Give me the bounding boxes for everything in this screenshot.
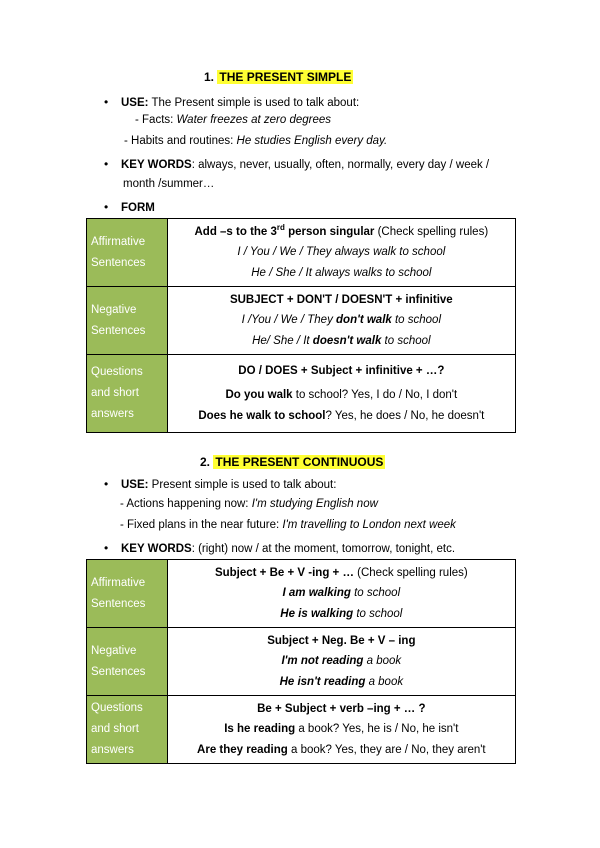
rule-line: DO / DOES + Subject + infinitive + …? (238, 364, 445, 377)
section2-use (104, 477, 336, 491)
row-label (87, 696, 168, 764)
section1-heading (204, 70, 353, 84)
example-part: to school? Yes, I do / No, I don't (292, 389, 458, 402)
example-line (168, 719, 515, 740)
example-line (168, 740, 515, 761)
section1-form (104, 200, 155, 214)
label-line: Negative (91, 644, 137, 657)
example-line (168, 651, 515, 672)
table-row (87, 287, 516, 355)
example-part: to school (391, 314, 442, 327)
label-line: Negative (91, 303, 137, 316)
use-label: USE: (120, 479, 149, 491)
table-row (87, 628, 516, 696)
row-label (87, 219, 168, 287)
example-verb: I'm not reading (281, 655, 364, 668)
row-content (167, 628, 515, 696)
table-row (87, 355, 516, 433)
table-row (87, 219, 516, 287)
bullet-icon: • (104, 541, 109, 555)
rule-bold: Subject + Be + V -ing + … (214, 566, 354, 579)
row-label (87, 355, 168, 433)
row-label (87, 628, 168, 696)
label-line: answers (91, 408, 134, 420)
example-verb: Does he walk to school (198, 409, 326, 422)
row-content (167, 355, 515, 433)
form-label: FORM (120, 202, 155, 214)
example-line: I / You / We / They always walk to school (237, 246, 446, 259)
section2-actions (120, 498, 378, 510)
rule-line: SUBJECT + DON'T / DOESN'T + infinitive (229, 293, 453, 306)
keywords-text: : (right) now / at the moment, tomorrow, tonight, etc. (191, 543, 456, 555)
rule-line: Subject + Neg. Be + V – ing (267, 634, 416, 647)
bullet-icon: • (104, 95, 109, 109)
example-line (168, 406, 515, 427)
row-content (167, 219, 515, 287)
example-part: to school (381, 334, 431, 347)
label-line: and short (91, 387, 139, 399)
section2-plans (120, 519, 456, 531)
present-simple-table (86, 218, 516, 433)
example-line (168, 385, 515, 406)
row-label (87, 287, 168, 355)
example-part: a book? Yes, he is / No, he isn't (295, 723, 459, 736)
label-line: Sentences (91, 256, 146, 269)
label-line: Sentences (91, 597, 146, 610)
rule-normal: (Check spelling rules) (374, 225, 489, 238)
label-line: Questions (91, 702, 143, 714)
section2-title: THE PRESENT CONTINUOUS (215, 455, 384, 469)
row-label (87, 560, 168, 628)
rule-line (168, 222, 515, 243)
actions-example: I'm studying English now (251, 498, 378, 510)
bullet-icon: • (104, 200, 109, 214)
label-line: answers (91, 744, 134, 756)
table-row (87, 560, 516, 628)
example-line (168, 310, 515, 331)
section1-facts (135, 114, 331, 126)
rule-line: Be + Subject + verb –ing + … ? (257, 702, 426, 715)
example-line (168, 672, 515, 693)
row-content (167, 560, 515, 628)
plans-example: I'm travelling to London next week (282, 519, 456, 531)
use-text: The Present simple is used to talk about: (148, 97, 360, 109)
section1-habits (124, 135, 387, 147)
example-line (168, 604, 515, 625)
example-part: I /You / We / They (241, 314, 337, 327)
section1-title: THE PRESENT SIMPLE (219, 70, 352, 84)
example-part: a book? Yes, they are / No, they aren't (287, 743, 486, 756)
example-part: He/ She / It (252, 334, 313, 347)
section1-use (104, 95, 359, 109)
example-part: to school (350, 587, 401, 600)
label-line: Affirmative (91, 235, 146, 248)
row-content (167, 287, 515, 355)
rule-bold2: person singular (284, 225, 375, 238)
example-verb: He is walking (280, 607, 354, 620)
example-verb: Is he reading (224, 723, 296, 736)
example-verb: Do you walk (225, 389, 293, 402)
label-line: Affirmative (91, 576, 146, 589)
label-line: Sentences (91, 324, 146, 337)
example-part: a book (363, 655, 402, 668)
rule-line (168, 563, 515, 584)
plans-prefix: - Fixed plans in the near future: (120, 519, 283, 531)
section2-keywords (104, 541, 455, 555)
section2-heading (200, 455, 385, 469)
example-line (168, 583, 515, 604)
label-line: Sentences (91, 665, 146, 678)
example-verb: He isn't reading (279, 675, 366, 688)
keywords-text: : always, never, usually, often, normally, every day / week / (191, 159, 490, 171)
facts-example: Water freezes at zero degrees (176, 114, 332, 126)
use-label: USE: (120, 97, 149, 109)
section1-keywords (104, 157, 489, 171)
keywords-label: KEY WORDS (120, 159, 192, 171)
rule-sup: rd (276, 222, 285, 232)
section1-number: 1. (204, 70, 215, 84)
example-line (168, 331, 515, 352)
row-content (167, 696, 515, 764)
facts-prefix: - Facts: (135, 114, 177, 126)
rule-normal: (Check spelling rules) (353, 566, 468, 579)
example-verb: I am walking (282, 587, 351, 600)
example-verb: doesn't walk (312, 334, 382, 347)
actions-prefix: - Actions happening now: (120, 498, 252, 510)
section2-number: 2. (200, 455, 211, 469)
use-text: Present simple is used to talk about: (148, 479, 337, 491)
present-continuous-table (86, 559, 516, 764)
bullet-icon: • (104, 157, 109, 171)
keywords-label: KEY WORDS (120, 543, 192, 555)
example-part: ? Yes, he does / No, he doesn't (325, 409, 485, 422)
example-line: He / She / It always walks to school (251, 266, 432, 279)
table-row (87, 696, 516, 764)
example-part: a book (365, 675, 404, 688)
habits-prefix: - Habits and routines: (124, 135, 237, 147)
label-line: Questions (91, 366, 143, 378)
section1-keywords-cont: month /summer… (123, 178, 215, 190)
habits-example: He studies English every day. (236, 135, 388, 147)
example-verb: don't walk (336, 314, 392, 327)
rule-bold: Add –s to the 3 (194, 225, 277, 238)
bullet-icon: • (104, 477, 109, 491)
example-verb: Are they reading (197, 743, 288, 756)
example-part: to school (353, 607, 403, 620)
label-line: and short (91, 723, 139, 735)
